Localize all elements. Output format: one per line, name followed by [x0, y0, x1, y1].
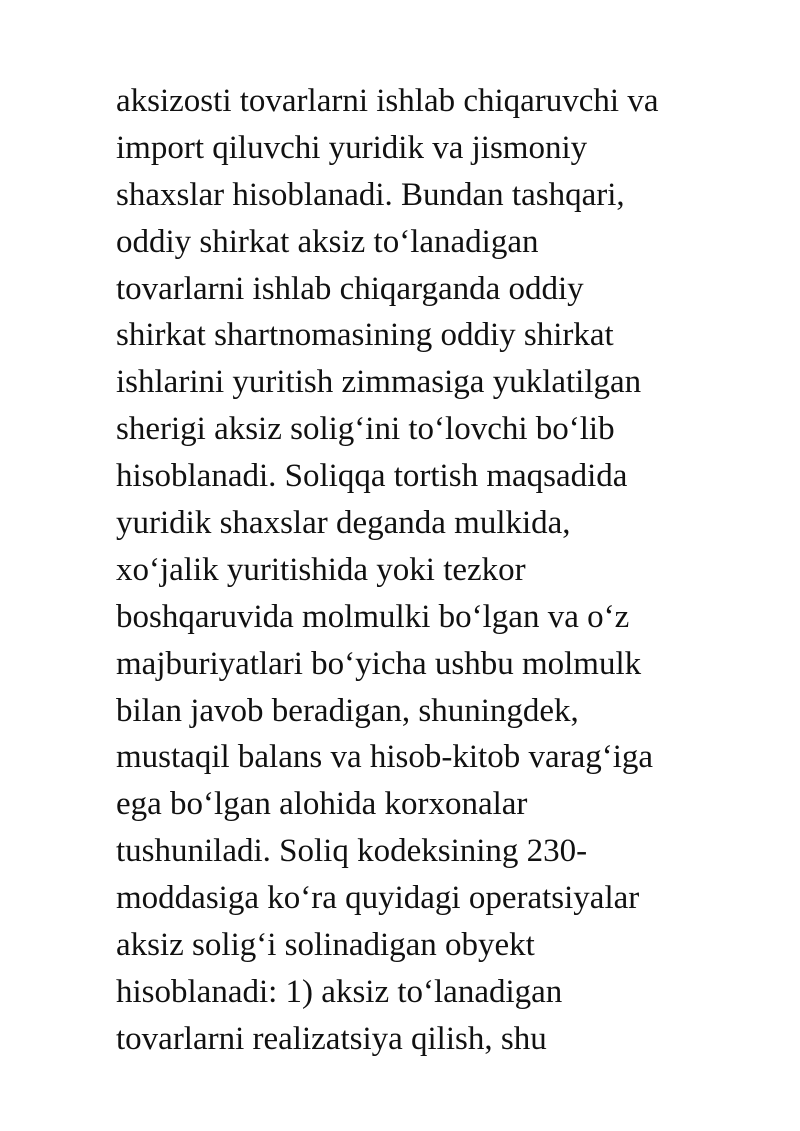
- text-line: ega bo‘lgan alohida korxonalar: [116, 786, 528, 823]
- text-line: tovarlarni realizatsiya qilish, shu: [116, 1020, 547, 1057]
- text-line: xo‘jalik yuritishida yoki tezkor: [116, 551, 526, 588]
- text-line: sherigi aksiz solig‘ini to‘lovchi bo‘lib: [116, 411, 615, 448]
- text-line: bilan javob beradigan, shuningdek,: [116, 692, 579, 729]
- text-line: hisoblanadi: 1) aksiz to‘lanadigan: [116, 973, 563, 1010]
- text-line: yuridik shaxslar deganda mulkida,: [116, 505, 571, 542]
- text-line: hisoblanadi. Soliqqa tortish maqsadida: [116, 458, 628, 495]
- text-line: aksizosti tovarlarni ishlab chiqaruvchi va: [116, 83, 659, 119]
- text-line: shaxslar hisoblanadi. Bundan tashqari,: [116, 176, 625, 213]
- text-line: aksiz solig‘i solinadigan obyekt: [116, 927, 535, 964]
- text-line: tovarlarni ishlab chiqarganda oddiy: [116, 270, 584, 307]
- text-line: majburiyatlari bo‘yicha ushbu molmulk: [116, 645, 642, 682]
- text-line: boshqaruvida molmulki bo‘lgan va o‘z: [116, 598, 630, 635]
- text-line: ishlarini yuritish zimmasiga yuklatilgan: [116, 364, 642, 401]
- text-line: shirkat shartnomasining oddiy shirkat: [116, 317, 614, 354]
- body-text: [116, 78, 756, 1063]
- text-line: tushuniladi. Soliq kodeksining 230-: [116, 833, 588, 870]
- text-line: mustaqil balans va hisob-kitob varag‘iga: [116, 739, 654, 776]
- text-line: moddasiga ko‘ra quyidagi operatsiyalar: [116, 880, 640, 917]
- text-line: import qiluvchi yuridik va jismoniy: [116, 129, 588, 166]
- text-line: oddiy shirkat aksiz to‘lanadigan: [116, 223, 539, 260]
